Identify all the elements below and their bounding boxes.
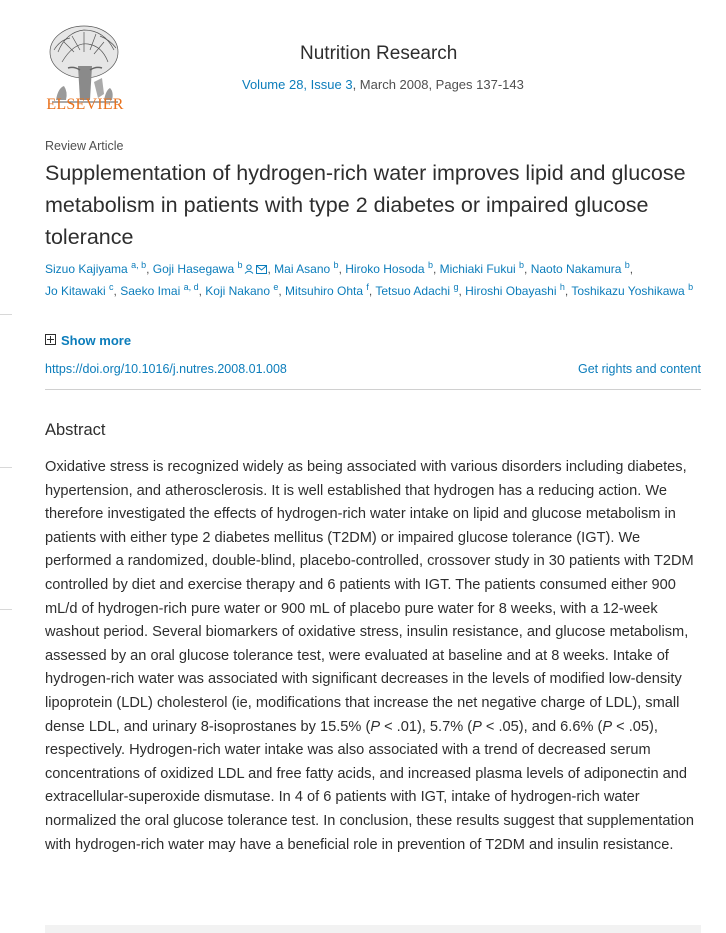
affiliation-marker: g bbox=[453, 282, 459, 292]
author-separator: , bbox=[629, 262, 634, 276]
author-link[interactable] bbox=[45, 284, 114, 298]
affiliation-marker: b bbox=[333, 260, 339, 270]
author-link[interactable] bbox=[465, 284, 565, 298]
edge-divider bbox=[0, 467, 12, 468]
author-name: Toshikazu Yoshikawa bbox=[571, 284, 685, 298]
affiliation-marker: h bbox=[559, 282, 565, 292]
affiliation-marker: e bbox=[273, 282, 279, 292]
author-name: Naoto Nakamura bbox=[530, 262, 622, 276]
author-name: Hiroko Hosoda bbox=[345, 262, 425, 276]
author-name: Sizuo Kajiyama bbox=[45, 262, 128, 276]
author-link[interactable] bbox=[285, 284, 369, 298]
author-link[interactable] bbox=[120, 284, 198, 298]
author-separator: , bbox=[368, 284, 376, 298]
journal-title-link[interactable]: Nutrition Research bbox=[300, 43, 458, 64]
author-name: Goji Hasegawa bbox=[152, 262, 235, 276]
author-link[interactable] bbox=[375, 284, 458, 298]
author-link[interactable] bbox=[153, 262, 268, 276]
author-name: Saeko Imai bbox=[120, 284, 181, 298]
article-type: Review Article bbox=[45, 139, 124, 153]
author-separator: , bbox=[198, 284, 206, 298]
expand-plus-icon bbox=[45, 334, 56, 345]
author-separator: , bbox=[113, 284, 121, 298]
author-list bbox=[45, 258, 705, 302]
author-link[interactable] bbox=[440, 262, 524, 276]
issue-line bbox=[242, 77, 524, 92]
author-separator: , bbox=[146, 262, 153, 276]
abstract-text: < .05), and 6.6% ( bbox=[481, 718, 603, 735]
edge-divider bbox=[0, 314, 12, 315]
abstract-heading: Abstract bbox=[45, 421, 106, 439]
author-separator: , bbox=[267, 262, 275, 276]
affiliation-marker: b bbox=[688, 282, 694, 292]
author-link[interactable] bbox=[45, 262, 146, 276]
abstract-text: < .01), 5.7% ( bbox=[380, 718, 473, 735]
p-value-symbol: P bbox=[602, 718, 613, 735]
author-link[interactable] bbox=[274, 262, 338, 276]
author-separator: , bbox=[564, 284, 572, 298]
author-name: Tetsuo Adachi bbox=[375, 284, 451, 298]
affiliation-marker: b bbox=[519, 260, 525, 270]
issue-details: , March 2008, Pages 137-143 bbox=[352, 77, 524, 92]
show-more-label: Show more bbox=[61, 333, 132, 348]
affiliation-marker: b bbox=[427, 260, 433, 270]
author-link[interactable] bbox=[345, 262, 433, 276]
affiliation-marker: a, b bbox=[131, 260, 147, 270]
author-separator: , bbox=[524, 262, 531, 276]
section-divider bbox=[45, 389, 701, 390]
person-icon[interactable] bbox=[242, 262, 254, 276]
get-rights-link[interactable]: Get rights and content bbox=[578, 362, 701, 376]
abstract-body bbox=[45, 456, 703, 857]
show-more-button[interactable] bbox=[45, 333, 131, 348]
issue-link[interactable]: Volume 28, Issue 3 bbox=[242, 77, 353, 92]
bottom-panel bbox=[45, 925, 701, 933]
abstract-text: Oxidative stress is recognized widely as being associated with various disorders including diabetes, hypertension, and atherosclerosis. It is well established that hydrogen has a reducing action. We therefore investigated the effects of hydrogen-rich water intake on lipid and glucose metabolism in patients with either type 2 diabetes mellitus (T2DM) or impaired glucose tolerance (IGT). We performed a randomized, double-blind, placebo-controlled, crossover study in 30 patients with T2DM controlled by diet and exercise therapy and 6 patients with IGT. The patients consumed either 900 mL/d of hydrogen-rich pure water or 900 mL of placebo pure water for 8 weeks, with a 12-week washout period. Several biomarkers of oxidative stress, insulin resistance, and glucose metabolism, assessed by an oral glucose tolerance test, were evaluated at baseline and at 8 weeks. Intake of hydrogen-rich water was associated with significant decreases in the levels of modified low-density lipoprotein (LDL) cholesterol (ie, modifications that increase the net negative charge of LDL), small dense LDL, and urinary 8-isoprostanes by 15.5% ( bbox=[45, 459, 694, 735]
author-name: Mai Asano bbox=[274, 262, 331, 276]
author-link[interactable] bbox=[205, 284, 278, 298]
affiliation-marker: f bbox=[366, 282, 369, 292]
affiliation-marker: b bbox=[237, 260, 243, 270]
p-value-symbol: P bbox=[370, 718, 381, 735]
p-value-symbol: P bbox=[472, 718, 482, 735]
author-separator: , bbox=[278, 284, 286, 298]
edge-divider bbox=[0, 609, 12, 610]
doi-link[interactable]: https://doi.org/10.1016/j.nutres.2008.01.008 bbox=[45, 362, 287, 376]
author-name: Hiroshi Obayashi bbox=[465, 284, 557, 298]
author-name: Michiaki Fukui bbox=[439, 262, 516, 276]
author-separator: , bbox=[338, 262, 346, 276]
author-link[interactable] bbox=[531, 262, 630, 276]
affiliation-marker: c bbox=[109, 282, 114, 292]
abstract-text: < .05), respectively. Hydrogen-rich water intake was also associated with a trend of decreased serum concentrations of oxidized LDL and free fatty acids, and increased plasma levels of adiponectin and extracellular-superoxide dismutase. In 4 of 6 patients with IGT, intake of hydrogen-rich water normalized the oral glucose tolerance test. In conclusion, these results suggest that supplementation with hydrogen-rich water may have a beneficial role in prevention of T2DM and insulin resistance. bbox=[45, 718, 694, 853]
email-icon[interactable] bbox=[254, 262, 267, 276]
article-title: Supplementation of hydrogen-rich water improves lipid and glucose metabolism in patients with type 2 diabetes or impaired glucose tolerance bbox=[45, 161, 686, 249]
author-link[interactable] bbox=[571, 284, 693, 298]
author-name: Jo Kitawaki bbox=[45, 284, 106, 298]
affiliation-marker: a, d bbox=[183, 282, 199, 292]
author-name: Koji Nakano bbox=[205, 284, 270, 298]
author-separator: , bbox=[458, 284, 466, 298]
publisher-name: ELSEVIER bbox=[46, 96, 124, 113]
author-name: Mitsuhiro Ohta bbox=[285, 284, 364, 298]
affiliation-marker: b bbox=[624, 260, 630, 270]
author-separator: , bbox=[432, 262, 440, 276]
